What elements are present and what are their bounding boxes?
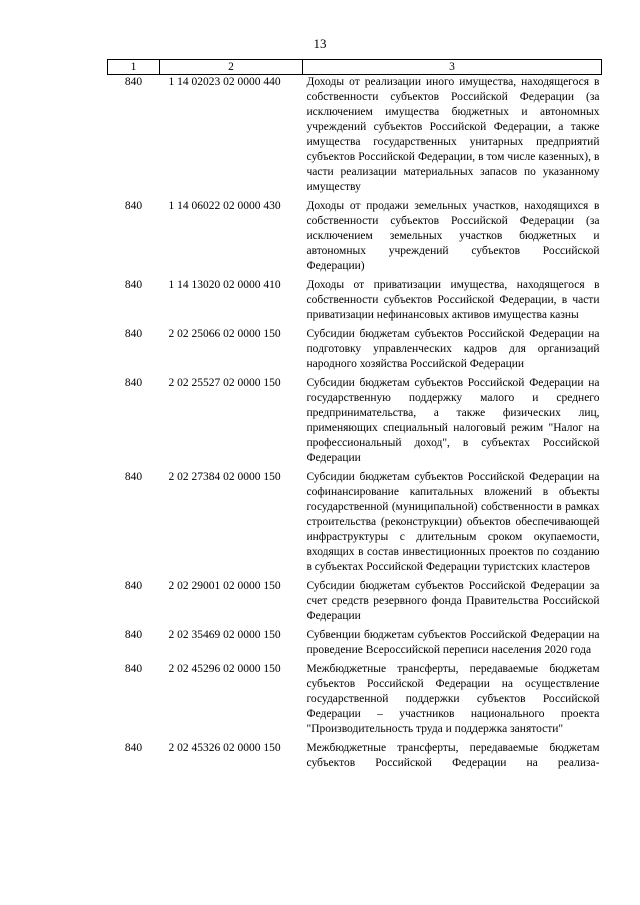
admin-code-cell: 840 (124, 377, 143, 389)
table-row (108, 376, 602, 470)
description-cell: Субсидии бюджетам субъектов Российской Федерации на подготовку управленческих кадров для организаций народного хозяйства Российской Федерации (306, 328, 600, 370)
table-row (108, 662, 602, 741)
budget-code-cell: 1 14 06022 02 0000 430 (168, 200, 281, 212)
description-cell: Доходы от реализации иного имущества, находящегося в собственности субъектов Российской Федерации (за исключением имущества бюджетных и автономных учреждений субъектов Российской Федерации, а также имущества государственных унитарных предприятий субъектов Российской Федерации, в том числе казенных), в части реализации материальных запасов по указанному имуществу (306, 76, 600, 193)
budget-code-cell: 2 02 27384 02 0000 150 (168, 471, 281, 483)
admin-code-cell: 840 (124, 629, 143, 641)
table-row (108, 741, 602, 775)
table-row (108, 470, 602, 579)
budget-code-cell: 2 02 29001 02 0000 150 (168, 580, 281, 592)
column-header: 3 (303, 60, 602, 75)
description-cell: Доходы от продажи земельных участков, находящихся в собственности субъектов Российской Федерации (за исключением земельных участков бюджетных и автономных учреждений субъектов Российской Федерации) (306, 200, 600, 272)
table-row (108, 199, 602, 278)
description-cell: Субсидии бюджетам субъектов Российской Федерации на софинансирование капитальных вложений в объекты государственной (муниципальной) собственности в рамках строительства (реконструкции) объектов обеспечивающей инфраструктуры с длительным сроком окупаемости, входящих в состав инвестиционных проектов по созданию в субъектах Российской Федерации туристских кластеров (306, 471, 600, 573)
budget-code-cell: 2 02 45296 02 0000 150 (168, 663, 281, 675)
description-cell: Доходы от приватизации имущества, находящегося в собственности субъектов Российской Федерации, в части приватизации нефинансовых активов имущества казны (306, 279, 600, 321)
column-header: 1 (108, 60, 160, 75)
admin-code-cell: 840 (124, 742, 143, 754)
budget-code-cell: 2 02 35469 02 0000 150 (168, 629, 281, 641)
admin-code-cell: 840 (124, 471, 143, 483)
budget-code-cell: 1 14 13020 02 0000 410 (168, 279, 281, 291)
table-row (108, 327, 602, 376)
admin-code-cell: 840 (124, 328, 143, 340)
budget-code-cell: 2 02 25066 02 0000 150 (168, 328, 281, 340)
budget-code-cell: 1 14 02023 02 0000 440 (168, 76, 281, 88)
admin-code-cell: 840 (124, 76, 143, 88)
admin-code-cell: 840 (124, 580, 143, 592)
table-header-row (108, 60, 602, 75)
description-cell: Субсидии бюджетам субъектов Российской Федерации на государственную поддержку малого и среднего предпринимательства, а также физических лиц, применяющих специальный налоговый режим "Налог на профессиональный доход", в субъектах Российской Федерации (306, 377, 600, 464)
budget-code-cell: 2 02 25527 02 0000 150 (168, 377, 281, 389)
admin-code-cell: 840 (124, 200, 143, 212)
table-row (108, 628, 602, 662)
description-cell: Субвенции бюджетам субъектов Российской Федерации на проведение Всероссийской переписи населения 2020 года (306, 629, 600, 656)
description-cell: Межбюджетные трансферты, передаваемые бюджетам субъектов Российской Федерации на реализа- (306, 742, 600, 769)
budget-code-cell: 2 02 45326 02 0000 150 (168, 742, 281, 754)
table-row (108, 579, 602, 628)
revenue-codes-table (107, 59, 602, 775)
table-row (108, 75, 602, 200)
admin-code-cell: 840 (124, 279, 143, 291)
page-number: 13 (313, 36, 327, 51)
column-header: 2 (160, 60, 303, 75)
description-cell: Межбюджетные трансферты, передаваемые бюджетам субъектов Российской Федерации на осуществление государственной поддержки субъектов Российской Федерации – участников национального проекта "Производительность труда и поддержка занятости" (306, 663, 600, 735)
table-row (108, 278, 602, 327)
admin-code-cell: 840 (124, 663, 143, 675)
description-cell: Субсидии бюджетам субъектов Российской Федерации за счет средств резервного фонда Правительства Российской Федерации (306, 580, 600, 622)
